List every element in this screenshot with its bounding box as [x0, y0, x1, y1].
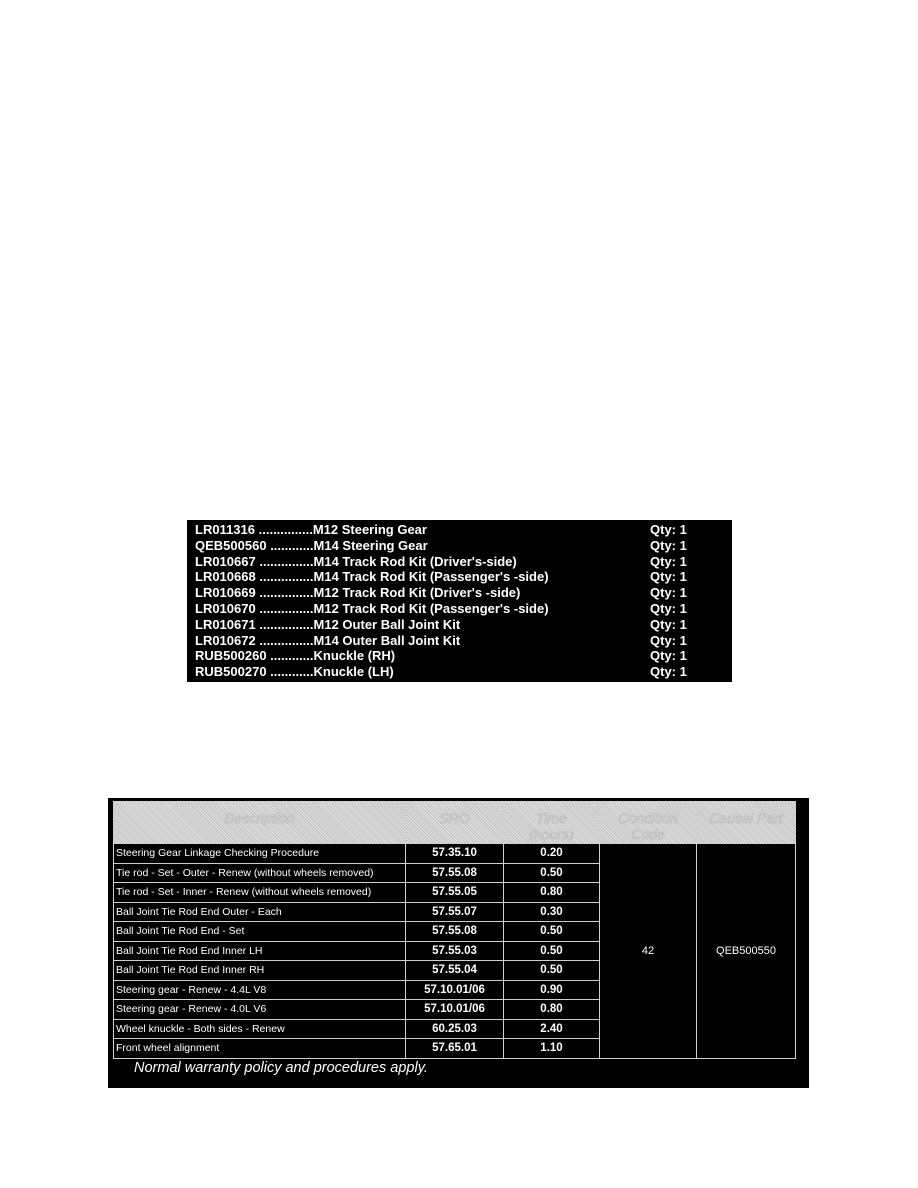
leader-dots: ............: [270, 664, 314, 680]
row-description: Ball Joint Tie Rod End Outer - Each: [114, 902, 406, 922]
labor-table-panel: [108, 798, 809, 1088]
part-description: M14 Steering Gear: [313, 537, 428, 553]
leader-dots: ...............: [259, 569, 314, 585]
row-time: 0.50: [504, 922, 600, 942]
row-time: 0.20: [504, 844, 600, 864]
part-number: LR010671: [195, 616, 256, 632]
part-qty: Qty: 1: [650, 600, 687, 616]
row-sro: 57.10.01/06: [406, 1000, 504, 1020]
leader-dots: ............: [270, 648, 314, 664]
row-sro: 57.55.08: [406, 863, 504, 883]
header-time: Time (hours): [504, 802, 600, 844]
part-number: RUB500260: [195, 648, 267, 664]
part-description: M12 Steering Gear: [312, 522, 427, 537]
parts-row: [195, 633, 732, 649]
row-sro: 57.55.08: [406, 922, 504, 942]
header-condition-code: Condition Code: [600, 802, 697, 844]
parts-row: [195, 554, 732, 570]
row-sro: 57.35.10: [406, 844, 504, 864]
part-description: Knuckle (RH): [313, 648, 396, 664]
row-description: Tie rod - Set - Inner - Renew (without wheels removed): [114, 883, 406, 903]
leader-dots: ...............: [259, 632, 314, 648]
part-qty: Qty: 1: [650, 537, 687, 553]
leader-dots: ...............: [258, 522, 313, 537]
part-description: M14 Track Rod Kit (Passenger's -side): [313, 569, 549, 585]
row-sro: 57.55.05: [406, 883, 504, 903]
parts-row: [195, 648, 732, 664]
row-time: 1.10: [504, 1039, 600, 1059]
row-time: 0.50: [504, 941, 600, 961]
part-qty: Qty: 1: [650, 648, 687, 664]
part-description: M14 Outer Ball Joint Kit: [313, 632, 461, 648]
row-sro: 57.55.07: [406, 902, 504, 922]
row-description: Ball Joint Tie Rod End Inner LH: [114, 941, 406, 961]
row-description: Steering Gear Linkage Checking Procedure: [114, 844, 406, 864]
part-description: M12 Track Rod Kit (Driver's -side): [313, 585, 521, 601]
part-qty: Qty: 1: [650, 585, 687, 601]
parts-row: [195, 522, 732, 538]
row-sro: 60.25.03: [406, 1019, 504, 1039]
part-number: LR010672: [195, 632, 256, 648]
row-description: Steering gear - Renew - 4.4L V8: [114, 980, 406, 1000]
row-description: Tie rod - Set - Outer - Renew (without wheels removed): [114, 863, 406, 883]
header-description: Description: [114, 802, 406, 844]
part-qty: Qty: 1: [650, 522, 687, 537]
parts-row: [195, 569, 732, 585]
row-time: 0.80: [504, 883, 600, 903]
warranty-note: Normal warranty policy and procedures apply.: [134, 1060, 428, 1076]
row-sro: 57.10.01/06: [406, 980, 504, 1000]
row-time: 0.50: [504, 961, 600, 981]
row-description: Ball Joint Tie Rod End Inner RH: [114, 961, 406, 981]
part-qty: Qty: 1: [650, 569, 687, 585]
parts-row: [195, 617, 732, 633]
part-number: RUB500270: [195, 664, 267, 680]
parts-row: [195, 538, 732, 554]
part-number: LR010670: [195, 600, 256, 616]
part-description: M14 Track Rod Kit (Driver's-side): [313, 553, 517, 569]
header-sro: SRO: [406, 802, 504, 844]
labor-table: [113, 801, 796, 1059]
part-qty: Qty: 1: [650, 632, 687, 648]
part-description: M12 Outer Ball Joint Kit: [313, 616, 461, 632]
header-causal-part: Causal Part: [697, 802, 796, 844]
part-description: Knuckle (LH): [313, 664, 394, 680]
row-sro: 57.65.01: [406, 1039, 504, 1059]
row-description: Steering gear - Renew - 4.0L V6: [114, 1000, 406, 1020]
row-time: 0.50: [504, 863, 600, 883]
part-number: LR010668: [195, 569, 256, 585]
leader-dots: ............: [270, 537, 314, 553]
row-time: 0.90: [504, 980, 600, 1000]
parts-row: [195, 585, 732, 601]
table-row: [114, 844, 796, 864]
row-description: Wheel knuckle - Both sides - Renew: [114, 1019, 406, 1039]
leader-dots: ...............: [259, 553, 314, 569]
table-header-row: [114, 802, 796, 844]
leader-dots: ...............: [259, 585, 314, 601]
parts-list: [187, 520, 732, 682]
causal-part-cell: QEB500550: [697, 844, 796, 1059]
row-description: Ball Joint Tie Rod End - Set: [114, 922, 406, 942]
part-number: LR010669: [195, 585, 256, 601]
part-qty: Qty: 1: [650, 616, 687, 632]
part-qty: Qty: 1: [650, 664, 687, 680]
part-number: LR010667: [195, 553, 256, 569]
part-qty: Qty: 1: [650, 553, 687, 569]
row-time: 0.30: [504, 902, 600, 922]
leader-dots: ...............: [259, 600, 314, 616]
row-time: 2.40: [504, 1019, 600, 1039]
row-time: 0.80: [504, 1000, 600, 1020]
condition-code-cell: 42: [600, 844, 697, 1059]
row-sro: 57.55.04: [406, 961, 504, 981]
part-number: QEB500560: [195, 537, 267, 553]
part-description: M12 Track Rod Kit (Passenger's -side): [313, 600, 549, 616]
part-number: LR011316: [195, 522, 255, 537]
row-description: Front wheel alignment: [114, 1039, 406, 1059]
parts-row: [195, 664, 732, 680]
leader-dots: ...............: [259, 616, 314, 632]
row-sro: 57.55.03: [406, 941, 504, 961]
parts-row: [195, 601, 732, 617]
